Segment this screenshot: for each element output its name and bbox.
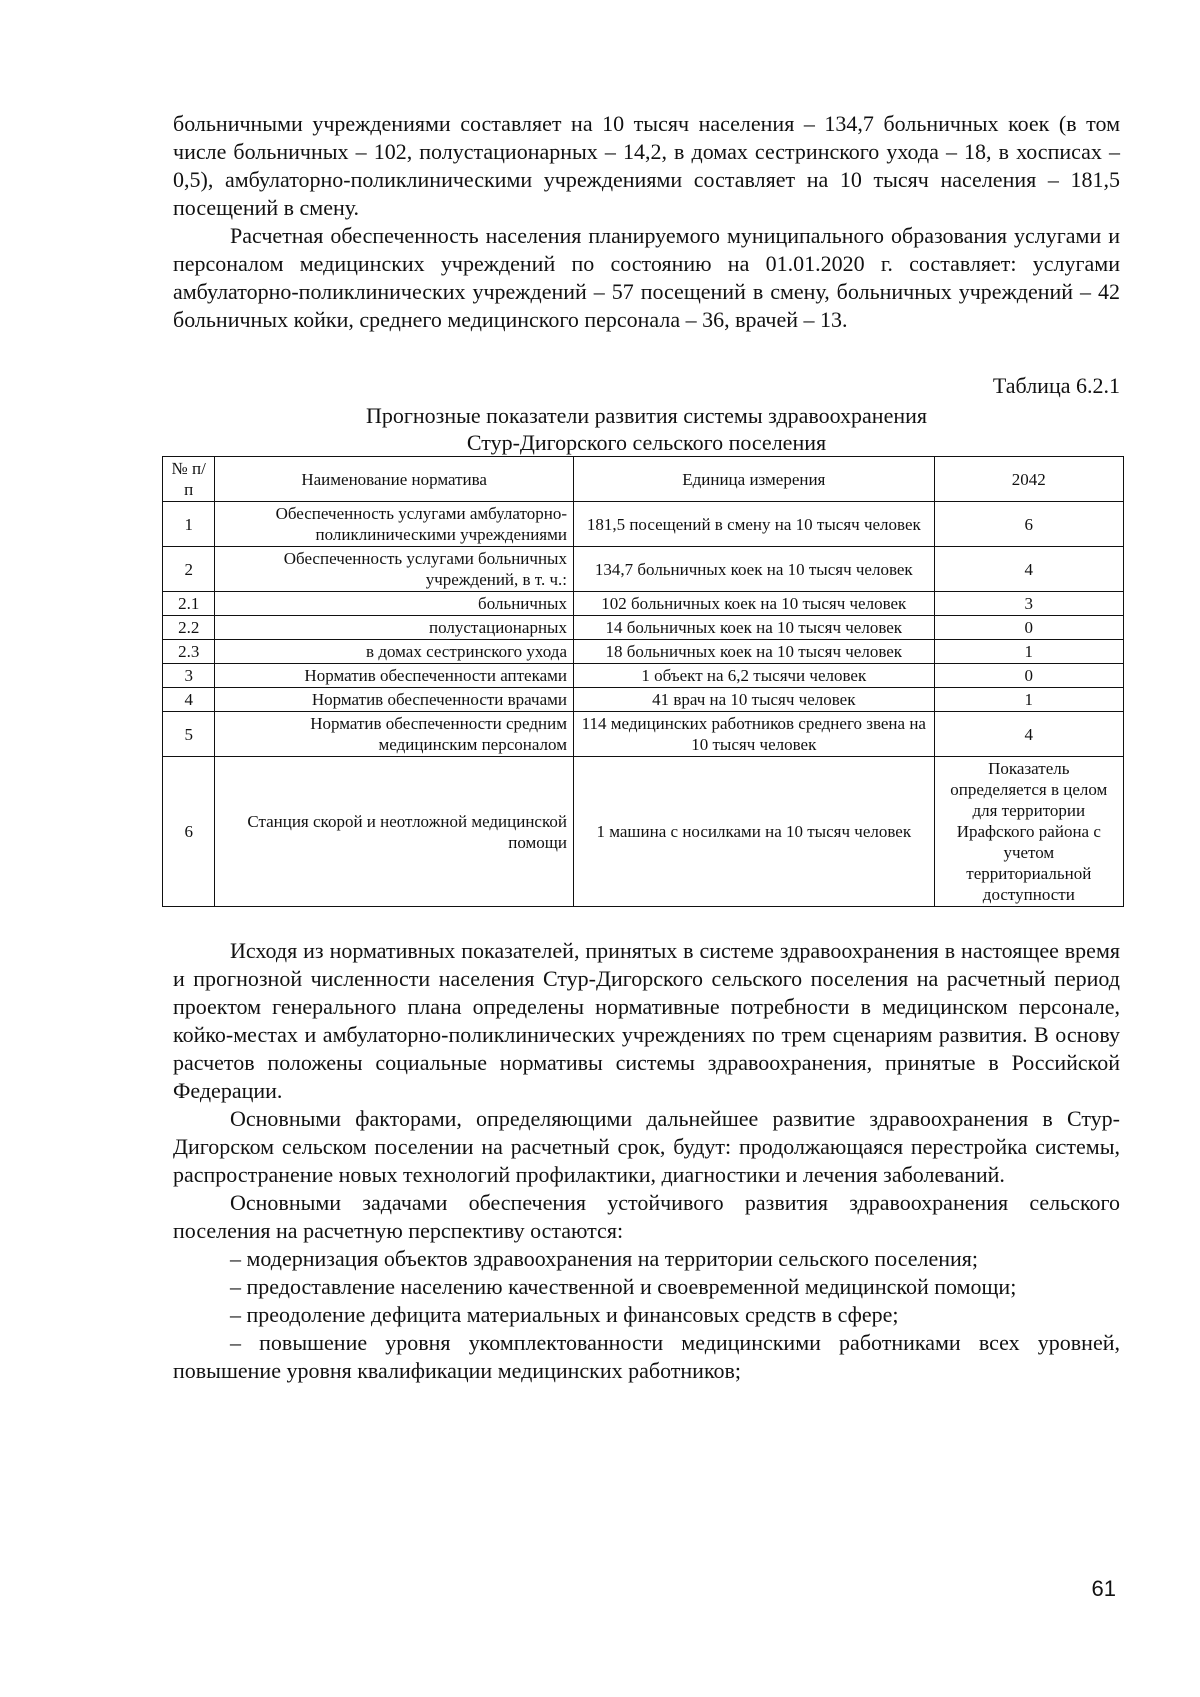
row-value: 4 — [934, 547, 1123, 592]
bullet-item: – модернизация объектов здравоохранения на территории сельского поселения; — [230, 1246, 979, 1271]
row-num: 2.2 — [163, 616, 215, 640]
row-value: 1 — [934, 688, 1123, 712]
table-row — [163, 712, 1124, 757]
row-unit: 41 врач на 10 тысяч человек — [573, 688, 934, 712]
page-number: 61 — [1091, 1576, 1116, 1601]
row-unit: 18 больничных коек на 10 тысяч человек — [573, 640, 934, 664]
table-title-line-1: Прогнозные показатели развития системы здравоохранения — [365, 403, 928, 428]
row-value: 4 — [934, 712, 1123, 757]
row-num: 5 — [163, 712, 215, 757]
header-year: 2042 — [934, 457, 1123, 502]
body-paragraph-3: Основными задачами обеспечения устойчивого развития здравоохранения сельского поселения на расчетную перспективу остаются: — [173, 1190, 1120, 1243]
row-name: Станция скорой и неотложной медицинской помощи — [215, 757, 574, 907]
row-num: 3 — [163, 664, 215, 688]
body-paragraph-1: Исходя из нормативных показателей, принятых в системе здравоохранения в настоящее время и прогнозной численности населения Стур-Дигорского сельского поселения на расчетный период проектом генерального плана определены нормативные потребности в медицинском персонале, койко-местах и амбулаторно-поликлинических учреждениях по трем сценариям развития. В основу расчетов положены социальные нормативы системы здравоохранения, принятые в Российской Федерации. — [173, 938, 1120, 1103]
row-num: 2.1 — [163, 592, 215, 616]
row-name: Обеспеченность услугами больничных учреждений, в т. ч.: — [215, 547, 574, 592]
bullet-item: – преодоление дефицита материальных и финансовых средств в сфере; — [230, 1302, 899, 1327]
row-name: Норматив обеспеченности врачами — [215, 688, 574, 712]
table-row — [163, 640, 1124, 664]
row-unit: 1 машина с носилками на 10 тысяч человек — [573, 757, 934, 907]
bullet-item: – предоставление населению качественной и своевременной медицинской помощи; — [230, 1274, 1017, 1299]
row-name: больничных — [215, 592, 574, 616]
row-name: полустационарных — [215, 616, 574, 640]
row-value: 0 — [934, 664, 1123, 688]
norms-table — [162, 456, 1124, 907]
intro-paragraph-1: больничными учреждениями составляет на 10 тысяч населения – 134,7 больничных коек (в том числе больничных – 102, полустационарных – 14,2, в домах сестринского ухода – 18, в хосписах – 0,5), амбулаторно-поликлиническими учреждениями составляет на 10 тысяч населения – 181,5 посещений в смену. — [173, 111, 1120, 220]
table-row — [163, 592, 1124, 616]
row-unit: 181,5 посещений в смену на 10 тысяч человек — [573, 502, 934, 547]
row-num: 4 — [163, 688, 215, 712]
body-paragraph-2: Основными факторами, определяющими дальнейшее развитие здравоохранения в Стур-Дигорском сельском поселении на расчетный срок, будут: продолжающаяся перестройка системы, распространение новых технологий профилактики, диагностики и лечения заболеваний. — [173, 1106, 1120, 1187]
intro-paragraph-2: Расчетная обеспеченность населения планируемого муниципального образования услугами и персоналом медицинских учреждений по состоянию на 01.01.2020 г. составляет: услугами амбулаторно-поликлинических учреждений – 57 посещений в смену, больничных учреждений – 42 больничных койки, среднего медицинского персонала – 36, врачей – 13. — [173, 223, 1120, 332]
row-num: 2.3 — [163, 640, 215, 664]
row-value: 6 — [934, 502, 1123, 547]
row-name: Норматив обеспеченности аптеками — [215, 664, 574, 688]
row-num: 6 — [163, 757, 215, 907]
document-page — [173, 110, 1120, 1385]
table-row — [163, 502, 1124, 547]
table-caption: Таблица 6.2.1 — [992, 373, 1120, 398]
row-value: 0 — [934, 616, 1123, 640]
table-row — [163, 547, 1124, 592]
row-name: в домах сестринского ухода — [215, 640, 574, 664]
table-row — [163, 688, 1124, 712]
table-row — [163, 616, 1124, 640]
table-row — [163, 757, 1124, 907]
header-name: Наименование норматива — [215, 457, 574, 502]
row-name: Норматив обеспеченности средним медицинским персоналом — [215, 712, 574, 757]
row-unit: 14 больничных коек на 10 тысяч человек — [573, 616, 934, 640]
table-row — [163, 664, 1124, 688]
row-unit: 1 объект на 6,2 тысячи человек — [573, 664, 934, 688]
row-num: 1 — [163, 502, 215, 547]
row-value: Показатель определяется в целом для территории Ирафского района с учетом территориальной доступности — [934, 757, 1123, 907]
row-unit: 134,7 больничных коек на 10 тысяч человек — [573, 547, 934, 592]
bullet-item: – повышение уровня укомплектованности медицинскими работниками всех уровней, повышение уровня квалификации медицинских работников; — [173, 1330, 1120, 1383]
table-header-row — [163, 457, 1124, 502]
row-name: Обеспеченность услугами амбулаторно-поликлиническими учреждениями — [215, 502, 574, 547]
row-unit: 114 медицинских работников среднего звена на 10 тысяч человек — [573, 712, 934, 757]
row-num: 2 — [163, 547, 215, 592]
row-unit: 102 больничных коек на 10 тысяч человек — [573, 592, 934, 616]
header-num: № п/п — [163, 457, 215, 502]
table-title-line-2: Стур-Дигорского сельского поселения — [466, 430, 827, 455]
row-value: 1 — [934, 640, 1123, 664]
row-value: 3 — [934, 592, 1123, 616]
header-unit: Единица измерения — [573, 457, 934, 502]
